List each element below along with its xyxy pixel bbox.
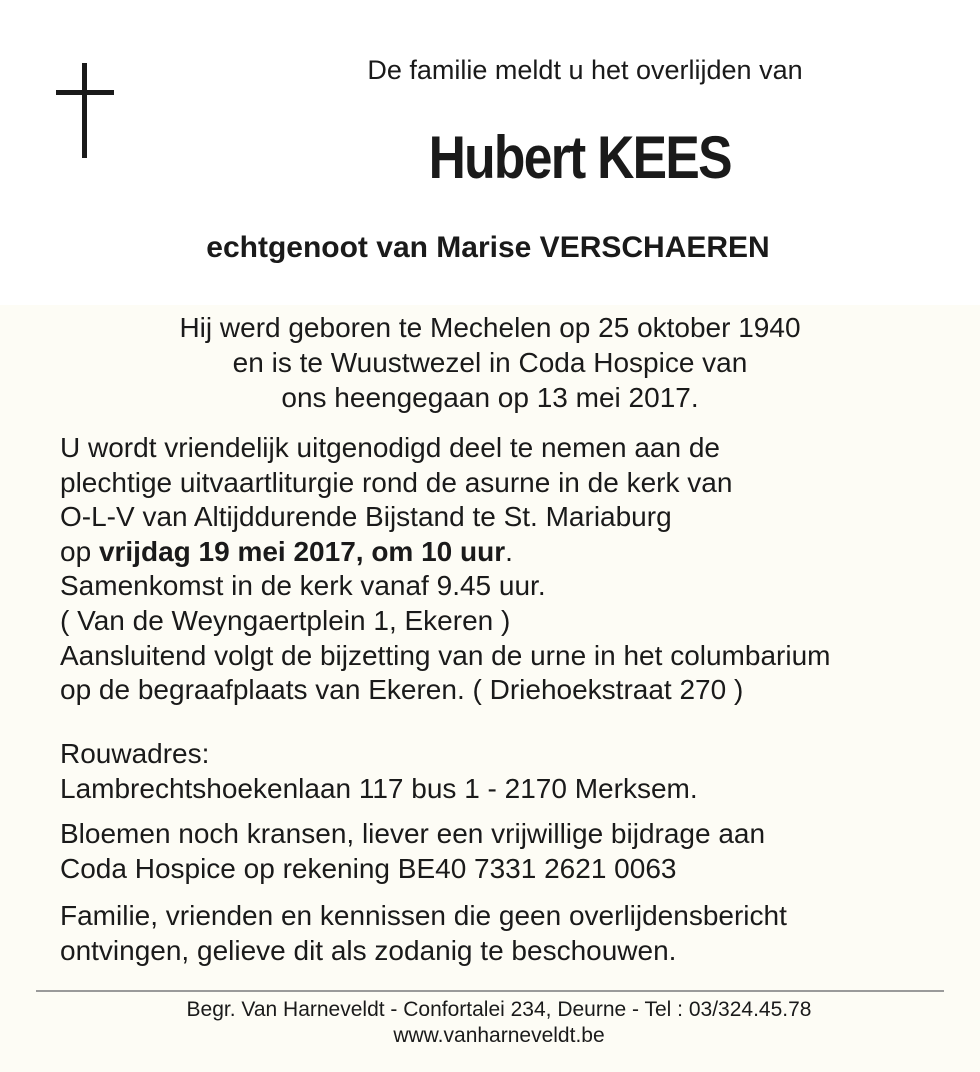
deceased-name: Hubert KEES (428, 124, 731, 191)
spouse-line: echtgenoot van Marise VERSCHAEREN (206, 231, 770, 264)
ceremony-info (60, 431, 830, 708)
birth-line: Hij werd geboren te Mechelen op 25 oktober 1940 (179, 312, 801, 343)
familie-line: Familie, vrienden en kennissen die geen overlijdensbericht (60, 900, 787, 931)
ceremony-line: plechtige uitvaartliturgie rond de asurne in de kerk van (60, 466, 733, 498)
ceremony-line: O-L-V van Altijddurende Bijstand te St. Mariaburg (60, 501, 672, 533)
footer-divider (36, 990, 944, 992)
ceremony-line: ( Van de Weyngaertplein 1, Ekeren ) (60, 604, 511, 636)
rouwadres-label: Rouwadres: (60, 738, 210, 769)
ceremony-date: vrijdag 19 mei 2017, om 10 uur (98, 535, 506, 567)
familie-block (60, 899, 787, 968)
footer-contact: Begr. Van Harneveldt - Confortalei 234, Deurne - Tel : 03/324.45.78 (186, 998, 812, 1021)
footer-website: www.vanharneveldt.be (393, 1024, 605, 1047)
ceremony-date-line (60, 535, 830, 570)
date-prefix: op (60, 535, 99, 567)
date-suffix: . (505, 535, 513, 567)
ceremony-line: Samenkomst in de kerk vanaf 9.45 uur. (60, 570, 546, 602)
bloemen-line: Bloemen noch kransen, liever een vrijwillige bijdrage aan (60, 818, 766, 849)
ceremony-line: U wordt vriendelijk uitgenodigd deel te nemen aan de (60, 432, 720, 463)
footer (9, 997, 980, 1049)
bloemen-block (60, 817, 765, 886)
birth-line: en is te Wuustwezel in Coda Hospice van (232, 347, 748, 378)
birth-line: ons heengegaan op 13 mei 2017. (281, 382, 699, 413)
rouwadres-block (60, 737, 698, 806)
ceremony-line: Aansluitend volgt de bijzetting van de urne in het columbarium (60, 639, 831, 671)
bloemen-line: Coda Hospice op rekening BE40 7331 2621 0063 (60, 852, 677, 884)
ceremony-line: op de begraafplaats van Ekeren. ( Driehoekstraat 270 ) (60, 674, 744, 706)
familie-line: ontvingen, gelieve dit als zodanig te beschouwen. (60, 934, 677, 966)
intro-text: De familie meldt u het overlijden van (367, 55, 803, 85)
rouwadres-address: Lambrechtshoekenlaan 117 bus 1 - 2170 Merksem. (60, 772, 698, 804)
birth-info (0, 310, 980, 415)
